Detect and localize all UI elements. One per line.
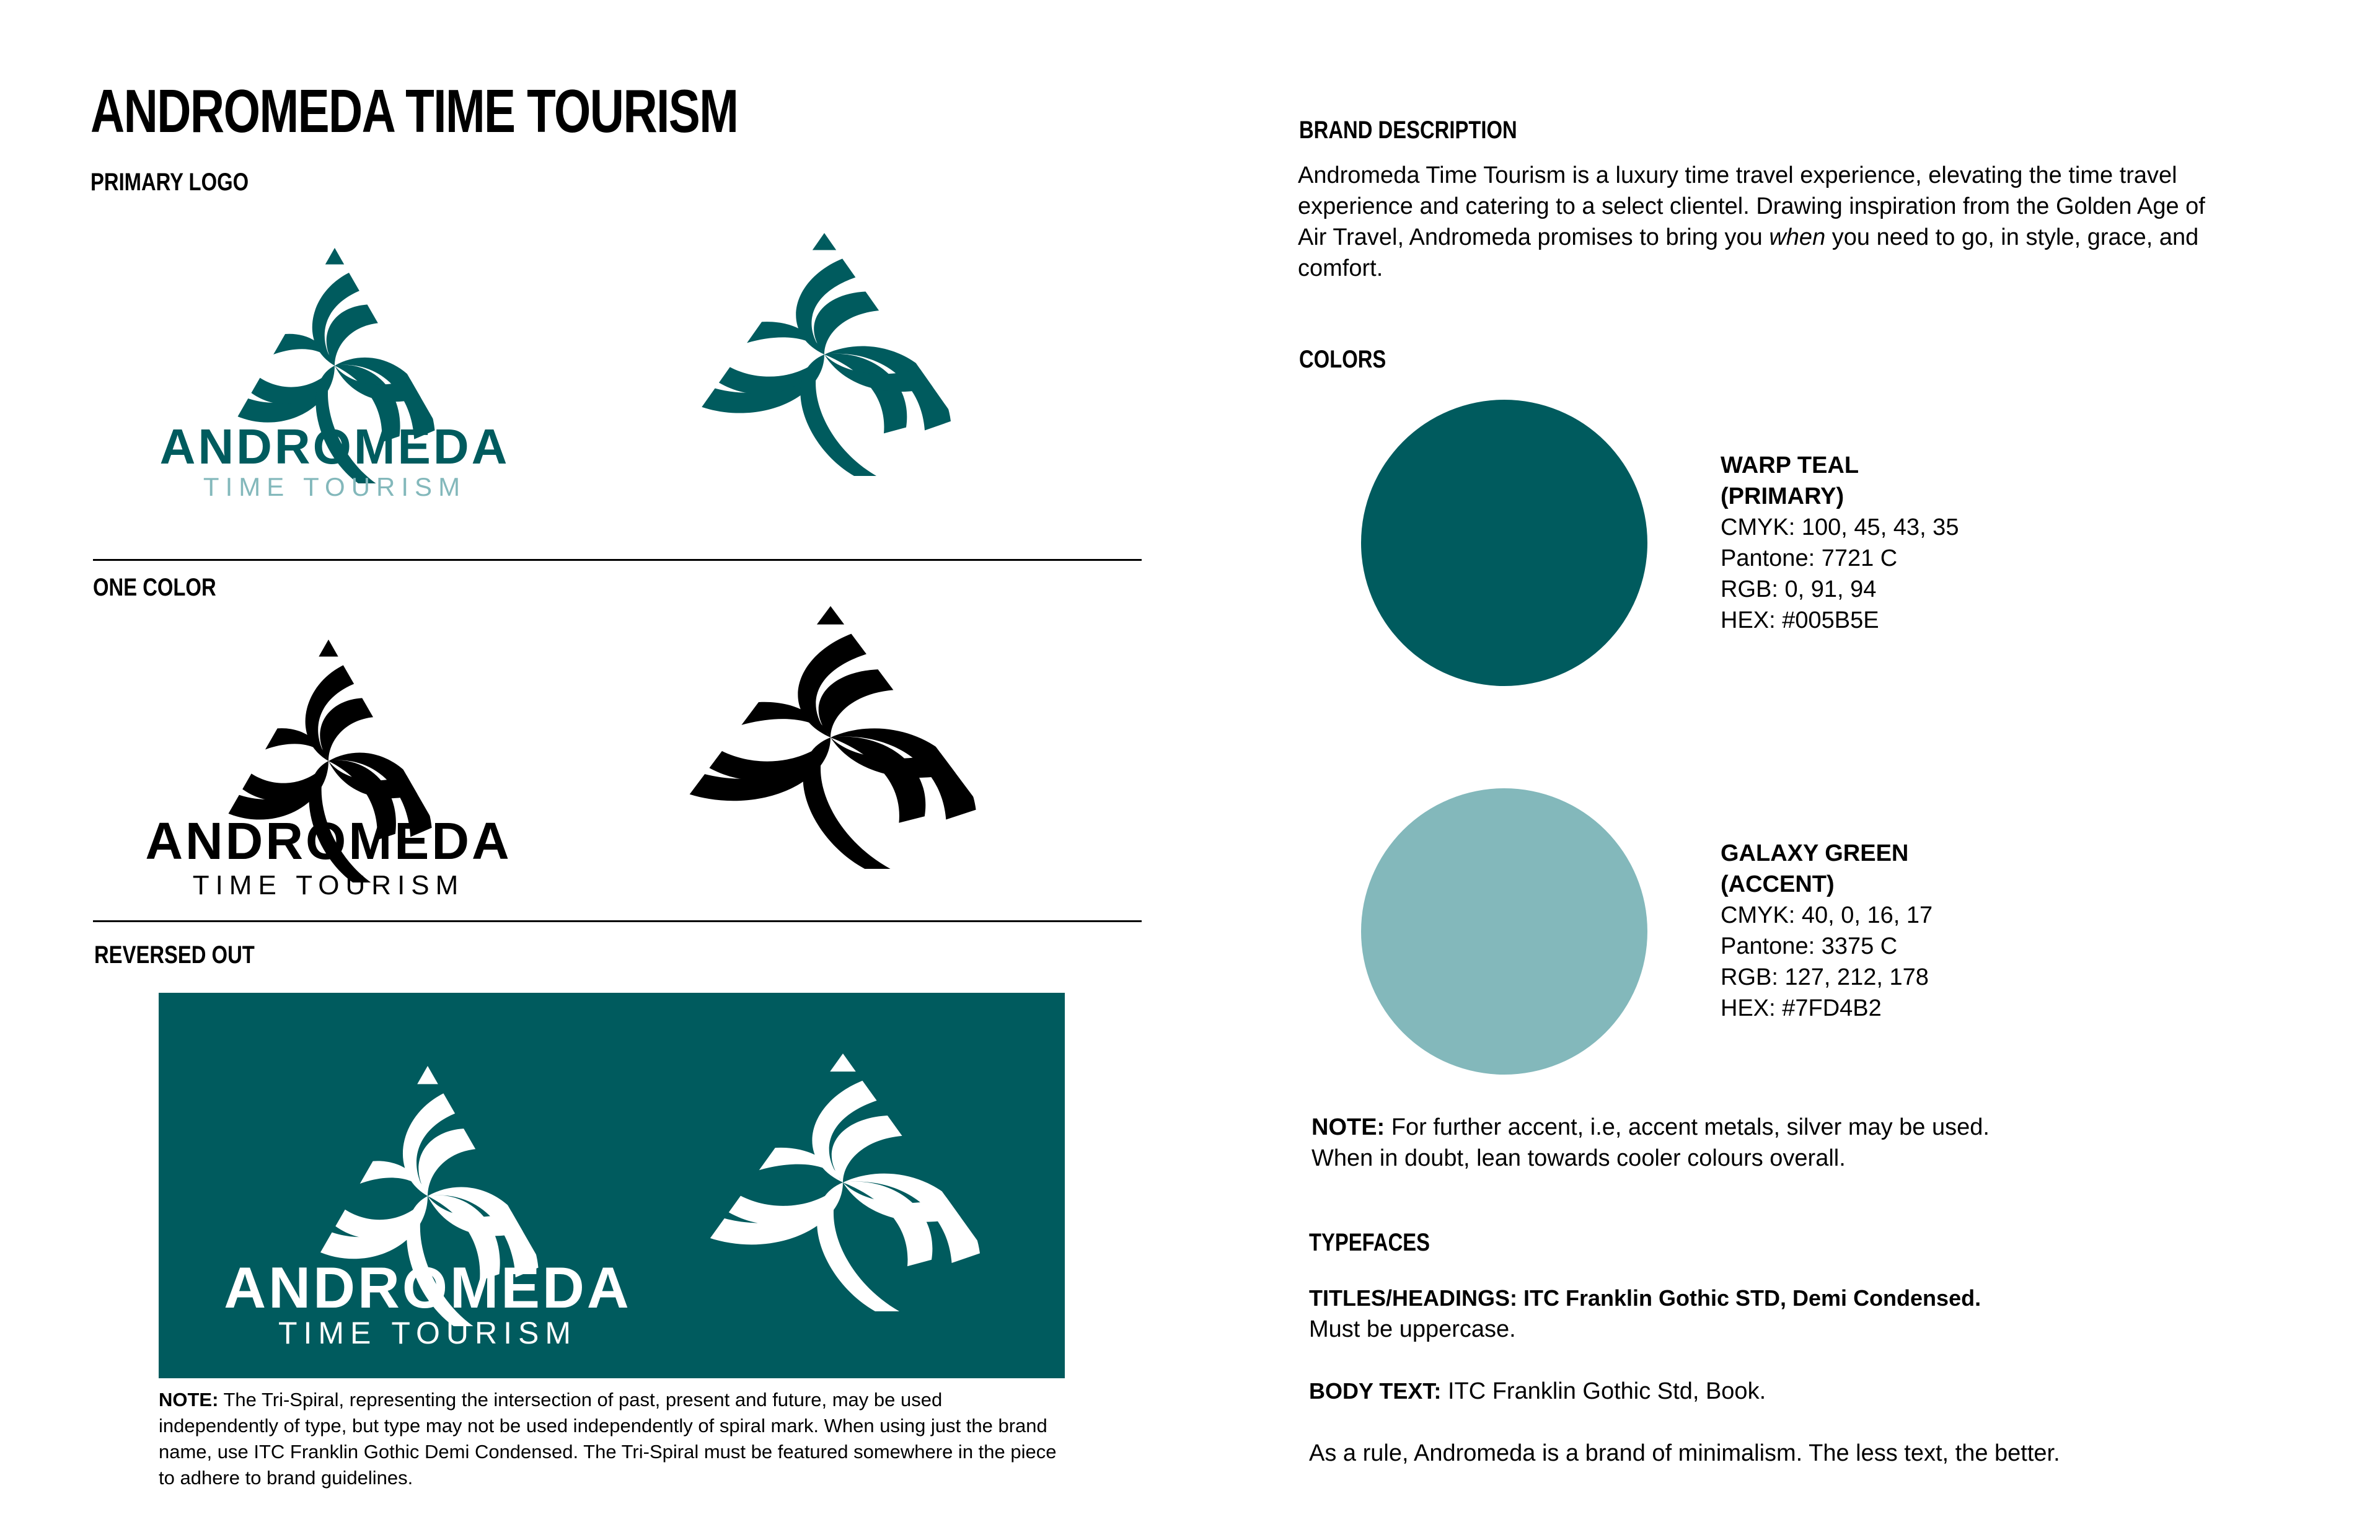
titles-headings-rule: Must be uppercase.: [1309, 1316, 1516, 1342]
color-role: (ACCENT): [1721, 871, 1835, 897]
titles-headings-spec: TITLES/HEADINGS: ITC Franklin Gothic STD, Demi Condensed.: [1309, 1285, 1981, 1311]
section-heading-colors: COLORS: [1299, 346, 1386, 373]
color-hex: HEX: #005B5E: [1721, 607, 1879, 633]
section-heading-reversed-out: REVERSED OUT: [94, 941, 255, 969]
color-role: (PRIMARY): [1721, 483, 1844, 509]
color-rgb: RGB: 0, 91, 94: [1721, 576, 1877, 602]
color-cmyk: CMYK: 40, 0, 16, 17: [1721, 902, 1933, 928]
section-heading-one-color: ONE COLOR: [93, 574, 216, 601]
section-heading-typefaces: TYPEFACES: [1309, 1229, 1430, 1256]
one-color-logo-with-type: [145, 631, 512, 904]
brand-description-part-2: you need to go, in style, grace, and comfort.: [1298, 224, 2199, 281]
tri-spiral-icon: [657, 233, 984, 476]
note-line-2: When in doubt, lean towards cooler colours overall.: [1311, 1145, 1846, 1171]
reversed-tri-spiral: [651, 1052, 1035, 1313]
minimalism-rule: As a rule, Andromeda is a brand of minimalism. The less text, the better.: [1309, 1440, 2060, 1466]
logo-wordmark: ANDROMEDA: [224, 1255, 632, 1320]
color-info-galaxy-green: [1721, 838, 1933, 1024]
color-rgb: RGB: 127, 212, 178: [1721, 964, 1929, 990]
divider-1: [93, 559, 1142, 561]
section-heading-brand-description: BRAND DESCRIPTION: [1299, 117, 1517, 144]
page-title: ANDROMEDA TIME TOURISM: [90, 77, 738, 145]
note-line-1: For further accent, i.e, accent metals, silver may be used.: [1391, 1114, 1990, 1140]
logo-subline: TIME TOURISM: [278, 1316, 578, 1350]
brand-description-emphasis: when: [1769, 224, 1826, 250]
color-pantone: Pantone: 3375 C: [1721, 933, 1898, 959]
note-text: The Tri-Spiral, representing the intersection of past, present and future, may be used independently of type, but type may not be used independently of spiral mark. When using just the brand name, use ITC Franklin Gothic Demi Condensed. The Tri-Spiral must be featured somewhere in the piece to adhere to brand guidelines.: [159, 1389, 1057, 1489]
primary-logo-with-type: [159, 235, 510, 508]
color-cmyk: CMYK: 100, 45, 43, 35: [1721, 514, 1959, 540]
logo-subline: TIME TOURISM: [203, 472, 467, 501]
brand-description-part-1: Andromeda Time Tourism is a luxury time travel experience, elevating the time travel experience and catering to a select clientel. Drawing inspiration from the Golden Age of Air Travel, Andromeda promises to bring you: [1298, 162, 2205, 250]
tri-spiral-icon: [662, 1054, 1016, 1311]
color-hex: HEX: #7FD4B2: [1721, 995, 1882, 1021]
color-name: GALAXY GREEN: [1721, 840, 1909, 866]
brand-description-text: [1298, 160, 2215, 284]
section-heading-primary-logo: PRIMARY LOGO: [90, 169, 249, 196]
reversed-logo-with-type: [224, 1054, 632, 1357]
reversed-out-note: [159, 1387, 1064, 1491]
colors-note: [1311, 1112, 2241, 1174]
swatch-warp-teal: [1361, 400, 1647, 686]
logo-wordmark: ANDROMEDA: [159, 419, 510, 474]
body-text-value: ITC Franklin Gothic Std, Book.: [1447, 1378, 1766, 1404]
color-pantone: Pantone: 7721 C: [1721, 545, 1898, 571]
tri-spiral-icon: [638, 606, 1015, 869]
typefaces-block: [1309, 1283, 2276, 1469]
one-color-tri-spiral: [626, 601, 1035, 874]
logo-wordmark: ANDROMEDA: [145, 812, 512, 870]
color-info-warp-teal: [1721, 450, 1959, 636]
note-label: NOTE:: [159, 1389, 219, 1410]
color-name: WARP TEAL: [1721, 452, 1859, 478]
swatch-galaxy-green: [1361, 788, 1647, 1075]
primary-tri-spiral: [645, 231, 1004, 478]
logo-subline: TIME TOURISM: [192, 870, 465, 900]
note-label: NOTE:: [1311, 1114, 1385, 1140]
body-text-label: BODY TEXT:: [1309, 1378, 1442, 1404]
divider-2: [93, 920, 1142, 922]
